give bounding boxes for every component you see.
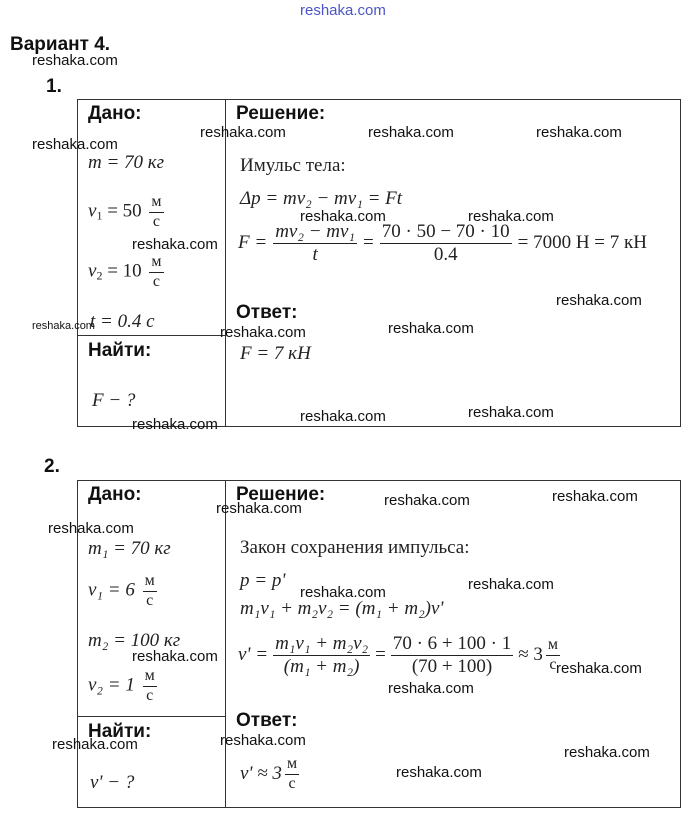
answer-value: v' ≈ 3 $\frac{м}{с}$ <box>240 755 298 792</box>
watermark: reshaka.com <box>552 488 638 505</box>
solution-line: m₁v₁ + m₂v₂ = (m₁ + m₂)v' <box>240 598 444 619</box>
given-v1: v₁ = 6 $\frac{м}{с}$ <box>88 572 155 609</box>
find-label: Найти: <box>88 340 152 361</box>
column-divider <box>225 99 226 427</box>
watermark: reshaka.com <box>32 52 118 69</box>
watermark: reshaka.com <box>564 744 650 761</box>
numeric-fraction: $\frac{70 \cdot 6 + 100 \cdot 1}{(70 + 100)}$ <box>392 633 512 677</box>
solution-label: Решение: <box>236 103 326 124</box>
watermark: reshaka.com <box>200 124 286 141</box>
find-value: v' − ? <box>90 772 135 793</box>
given-v2: $v_2 = 10$ $\frac{м}{с}$ <box>88 253 162 290</box>
watermark: reshaka.com <box>468 208 554 225</box>
watermark: reshaka.com <box>536 124 622 141</box>
watermark: reshaka.com <box>300 208 386 225</box>
force-formula: F = $\frac{\text{mv₂ − mv₁}}{t}$ = $\frac{70 \cdot 50 - 70 \cdot 10}{0.4}$ = 7000 Н = 7 кН <box>238 221 647 265</box>
watermark: reshaka.com <box>48 520 134 537</box>
given-v2: v₂ = 1 $\frac{м}{с}$ <box>88 667 155 704</box>
given-mass-2: m₂ = 100 кг <box>88 630 181 651</box>
answer-label: Ответ: <box>236 302 298 323</box>
watermark: reshaka.com <box>384 492 470 509</box>
given-mass: m = 70 кг <box>88 152 165 173</box>
watermark: reshaka.com <box>220 732 306 749</box>
solution-label: Решение: <box>236 484 326 505</box>
watermark: reshaka.com <box>468 404 554 421</box>
given-label: Дано: <box>88 484 142 505</box>
watermark: reshaka.com <box>468 576 554 593</box>
row-divider <box>77 335 226 336</box>
given-v1: $v_1 = 50$ $\frac{м}{с}$ <box>88 193 162 230</box>
watermark: reshaka.com <box>32 320 95 332</box>
problem-number: 1. <box>46 76 62 97</box>
unit-fraction: $\frac{м}{с}$ <box>151 193 162 230</box>
watermark: reshaka.com <box>300 584 386 601</box>
watermark: reshaka.com <box>396 764 482 781</box>
watermark: reshaka.com <box>388 680 474 697</box>
velocity-formula: v' = $\frac{\text{m₁v₁ + m₂v₂}}{\text{(m₁ + m₂)}}$ = $\frac{70 \cdot 6 + 100 \cdot 1}{(70 + 100)}$ ≈ 3 $\frac{м}{с}$ <box>238 633 559 677</box>
find-label: Найти: <box>88 721 152 742</box>
watermark: reshaka.com <box>132 416 218 433</box>
unit-fraction: $\frac{м}{с}$ <box>144 572 155 609</box>
unit-fraction: $\frac{м}{с}$ <box>151 253 162 290</box>
watermark: reshaka.com <box>368 124 454 141</box>
watermark: reshaka.com <box>32 136 118 153</box>
watermark: reshaka.com <box>220 324 306 341</box>
watermark: reshaka.com <box>52 736 138 753</box>
solution-line: Δp = mv₂ − mv₁ = Ft <box>240 188 403 209</box>
unit-fraction: $\frac{м}{с}$ <box>286 755 298 792</box>
solution-line: p = p' <box>240 570 286 591</box>
watermark: reshaka.com <box>556 660 642 677</box>
find-value: F − ? <box>92 390 136 411</box>
given-time: t = 0.4 с <box>90 311 155 332</box>
solution-line: Закон сохранения импульса: <box>240 537 470 558</box>
watermark: reshaka.com <box>556 292 642 309</box>
answer-label: Ответ: <box>236 710 298 731</box>
unit-fraction: $\frac{м}{с}$ <box>144 667 155 704</box>
problem-number: 2. <box>44 456 60 477</box>
variant-title: Вариант 4. <box>10 34 111 55</box>
watermark: reshaka.com <box>388 320 474 337</box>
solution-line: Имульс тела: <box>240 155 346 176</box>
watermark: reshaka.com <box>300 408 386 425</box>
given-label: Дано: <box>88 103 142 124</box>
formula-fraction: $\frac{\text{mv₂ − mv₁}}{t}$ <box>275 221 356 265</box>
given-mass-1: m₁ = 70 кг <box>88 538 171 559</box>
row-divider <box>77 716 226 717</box>
formula-fraction: $\frac{\text{m₁v₁ + m₂v₂}}{\text{(m₁ + m₂)}}$ <box>275 633 369 677</box>
watermark: reshaka.com <box>216 500 302 517</box>
numeric-fraction: $\frac{70 \cdot 50 - 70 \cdot 10}{0.4}$ <box>381 221 510 265</box>
watermark: reshaka.com <box>132 236 218 253</box>
watermark: reshaka.com <box>132 648 218 665</box>
column-divider <box>225 480 226 808</box>
unit-fraction: $\frac{м}{с}$ <box>547 636 559 673</box>
site-watermark-top: reshaka.com <box>300 2 386 19</box>
answer-value: F = 7 кН <box>240 343 311 364</box>
